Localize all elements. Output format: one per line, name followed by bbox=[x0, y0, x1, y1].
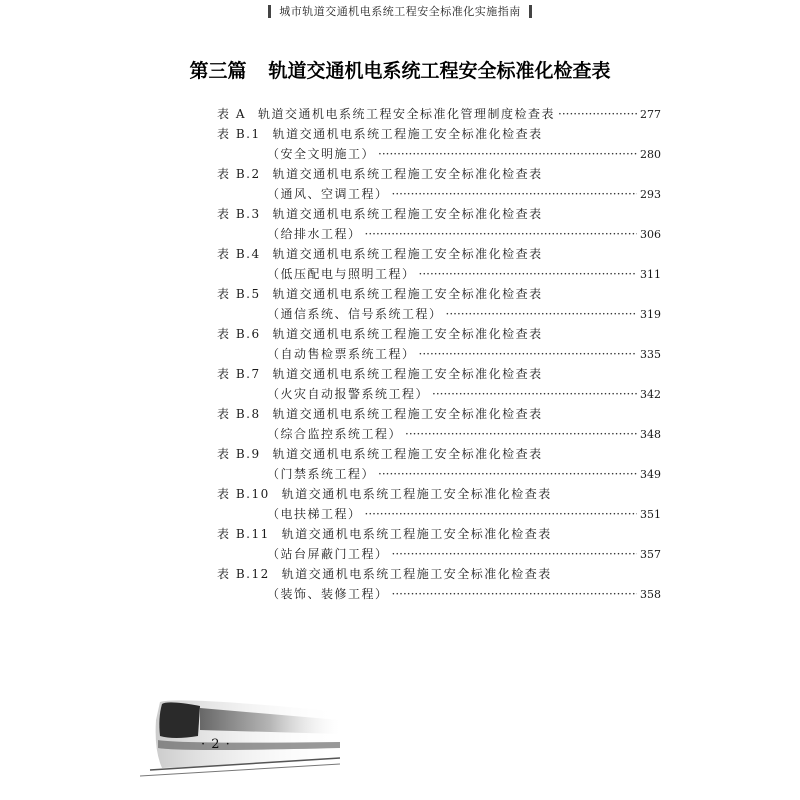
toc-page-number: 351 bbox=[640, 508, 661, 521]
toc-entry bbox=[217, 204, 661, 224]
toc-page-number: 348 bbox=[640, 428, 661, 441]
toc-entry-subtitle: （站台屏蔽门工程） bbox=[267, 547, 389, 561]
toc-entry bbox=[217, 324, 661, 344]
toc-entry-subtitle: （装饰、装修工程） bbox=[267, 587, 389, 601]
toc-entry bbox=[217, 444, 661, 464]
toc-entry bbox=[217, 124, 661, 144]
toc-entry-subline bbox=[217, 464, 661, 484]
toc-entry-title: 轨道交通机电系统工程施工安全标准化检查表 bbox=[272, 367, 543, 381]
toc-entry-label: 表 B.4 bbox=[217, 247, 261, 261]
toc-page-number: 335 bbox=[640, 348, 661, 361]
part-title bbox=[0, 56, 800, 83]
toc-page-number: 277 bbox=[640, 108, 661, 121]
toc-entry-subline bbox=[217, 584, 661, 604]
toc-entry-title: 轨道交通机电系统工程安全标准化管理制度检查表 bbox=[257, 107, 555, 121]
toc-entry-label: 表 A bbox=[217, 107, 246, 121]
running-title: 城市轨道交通机电系统工程安全标准化实施指南 bbox=[279, 5, 521, 18]
toc-entry-title: 轨道交通机电系统工程施工安全标准化检查表 bbox=[272, 127, 543, 141]
toc-entry-subtitle: （火灾自动报警系统工程） bbox=[267, 387, 430, 401]
toc-leader-dots bbox=[419, 344, 637, 364]
toc-entry bbox=[217, 564, 661, 584]
toc-entry-subline bbox=[217, 424, 661, 444]
toc-page-number: 349 bbox=[640, 468, 661, 481]
toc-leader-dots bbox=[378, 464, 637, 484]
toc-entry-subline bbox=[217, 224, 661, 244]
toc-entry-label: 表 B.3 bbox=[217, 207, 261, 221]
toc-leader-dots bbox=[432, 384, 637, 404]
part-number: 第三篇 bbox=[189, 60, 247, 82]
toc-leader-dots bbox=[392, 184, 637, 204]
toc-entry-title: 轨道交通机电系统工程施工安全标准化检查表 bbox=[272, 327, 543, 341]
toc-entry-subline bbox=[217, 504, 661, 524]
toc-entry-subtitle: （门禁系统工程） bbox=[267, 467, 376, 481]
toc-entry-title: 轨道交通机电系统工程施工安全标准化检查表 bbox=[281, 527, 552, 541]
toc-entry-subtitle: （电扶梯工程） bbox=[267, 507, 362, 521]
train-illustration bbox=[140, 690, 340, 780]
toc-entry-subline bbox=[217, 304, 661, 324]
toc-entry-subtitle: （通风、空调工程） bbox=[267, 187, 389, 201]
toc-entry-subline bbox=[217, 264, 661, 284]
toc-entry bbox=[217, 484, 661, 504]
toc-leader-dots bbox=[365, 224, 637, 244]
header-left-bar bbox=[268, 5, 271, 18]
toc-entry-subline bbox=[217, 344, 661, 364]
toc-leader-dots bbox=[446, 304, 637, 324]
toc-page-number: 306 bbox=[640, 228, 661, 241]
toc-entry bbox=[217, 244, 661, 264]
toc-entry-subtitle: （安全文明施工） bbox=[267, 147, 376, 161]
toc-page-number: 311 bbox=[640, 268, 661, 281]
toc-entry-subtitle: （通信系统、信号系统工程） bbox=[267, 307, 443, 321]
toc-entry-title: 轨道交通机电系统工程施工安全标准化检查表 bbox=[272, 407, 543, 421]
toc-entry-title: 轨道交通机电系统工程施工安全标准化检查表 bbox=[281, 567, 552, 581]
toc-entry bbox=[217, 284, 661, 304]
toc-entry-subline bbox=[217, 184, 661, 204]
toc-page-number: 280 bbox=[640, 148, 661, 161]
toc-entry bbox=[217, 164, 661, 184]
toc-entry-title: 轨道交通机电系统工程施工安全标准化检查表 bbox=[272, 207, 543, 221]
toc-entry-label: 表 B.11 bbox=[217, 527, 270, 541]
part-title-text: 轨道交通机电系统工程安全标准化检查表 bbox=[268, 60, 611, 82]
toc-leader-dots bbox=[419, 264, 637, 284]
toc-leader-dots bbox=[365, 504, 637, 524]
toc-leader-dots bbox=[392, 584, 637, 604]
toc-entry-label: 表 B.1 bbox=[217, 127, 261, 141]
toc-entry-subtitle: （给排水工程） bbox=[267, 227, 362, 241]
toc-entry-subtitle: （综合监控系统工程） bbox=[267, 427, 403, 441]
table-of-contents bbox=[217, 104, 661, 604]
toc-entry-title: 轨道交通机电系统工程施工安全标准化检查表 bbox=[281, 487, 552, 501]
toc-page-number: 293 bbox=[640, 188, 661, 201]
toc-leader-dots bbox=[405, 424, 637, 444]
toc-entry-label: 表 B.6 bbox=[217, 327, 261, 341]
toc-entry-label: 表 B.12 bbox=[217, 567, 270, 581]
page-number: · 2 · bbox=[201, 737, 231, 752]
toc-page-number: 342 bbox=[640, 388, 661, 401]
toc-entry-subline bbox=[217, 144, 661, 164]
toc-entry-subtitle: （自动售检票系统工程） bbox=[267, 347, 416, 361]
toc-entry-label: 表 B.2 bbox=[217, 167, 261, 181]
toc-page-number: 357 bbox=[640, 548, 661, 561]
toc-entry-subline bbox=[217, 384, 661, 404]
toc-entry-title: 轨道交通机电系统工程施工安全标准化检查表 bbox=[272, 287, 543, 301]
toc-entry-title: 轨道交通机电系统工程施工安全标准化检查表 bbox=[272, 167, 543, 181]
toc-entry-subline bbox=[217, 544, 661, 564]
toc-leader-dots bbox=[558, 104, 637, 124]
toc-leader-dots bbox=[392, 544, 637, 564]
toc-entry-label: 表 B.5 bbox=[217, 287, 261, 301]
toc-entry bbox=[217, 364, 661, 384]
toc-entry-title: 轨道交通机电系统工程施工安全标准化检查表 bbox=[272, 247, 543, 261]
toc-leader-dots bbox=[378, 144, 637, 164]
toc-entry-label: 表 B.8 bbox=[217, 407, 261, 421]
toc-entry bbox=[217, 104, 661, 124]
toc-page-number: 319 bbox=[640, 308, 661, 321]
toc-entry-subtitle: （低压配电与照明工程） bbox=[267, 267, 416, 281]
toc-entry-label: 表 B.7 bbox=[217, 367, 261, 381]
toc-entry-label: 表 B.9 bbox=[217, 447, 261, 461]
toc-entry bbox=[217, 524, 661, 544]
toc-page-number: 358 bbox=[640, 588, 661, 601]
toc-entry-title: 轨道交通机电系统工程施工安全标准化检查表 bbox=[272, 447, 543, 461]
toc-entry-label: 表 B.10 bbox=[217, 487, 270, 501]
toc-entry bbox=[217, 404, 661, 424]
header-right-bar bbox=[529, 5, 532, 18]
running-header bbox=[170, 2, 630, 20]
